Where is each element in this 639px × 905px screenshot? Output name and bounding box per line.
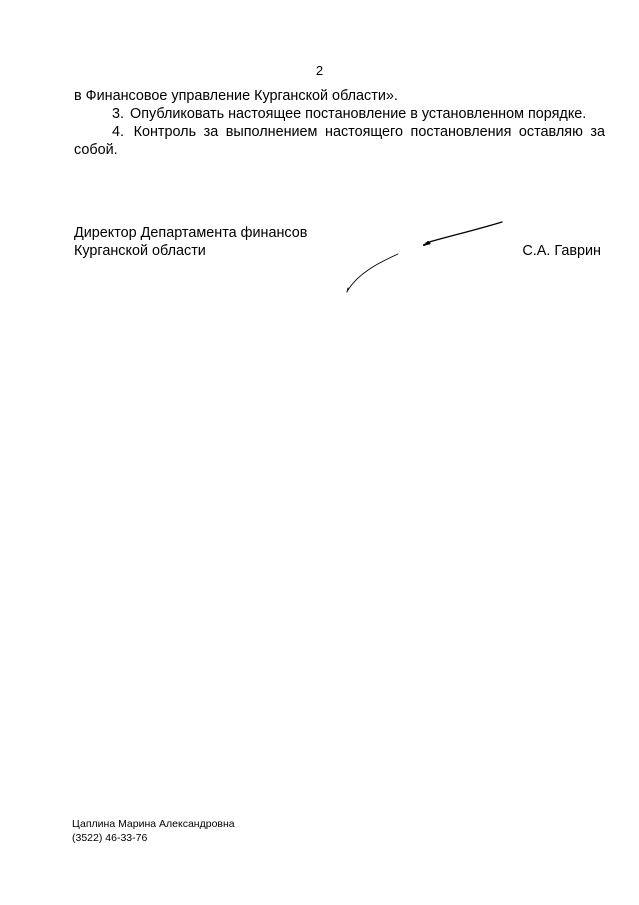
handwritten-signature [336,212,516,302]
executor-phone: (3522) 46-33-76 [72,832,148,844]
executor-info [72,817,235,845]
position-line-1: Директор Департамента финансов [74,225,308,241]
paragraph-4 [74,123,605,159]
position-line-2: Курганской области [74,243,206,259]
paragraph-4-number: 4. [112,124,125,140]
paragraph-3-text: Опубликовать настоящее постановление в установленном порядке. [130,106,587,122]
paragraph-3 [74,105,605,123]
executor-name: Цаплина Марина Александровна [72,818,235,830]
signer-name: С.А. Гаврин [522,243,601,259]
page-number: 2 [315,63,324,78]
paragraph-3-number: 3. [112,106,125,122]
document-body [74,87,605,159]
paragraph-continuation: в Финансовое управление Курганской области». [74,88,398,104]
paragraph-4-text: Контроль за выполнением настоящего постановления оставляю за собой. [74,124,606,158]
